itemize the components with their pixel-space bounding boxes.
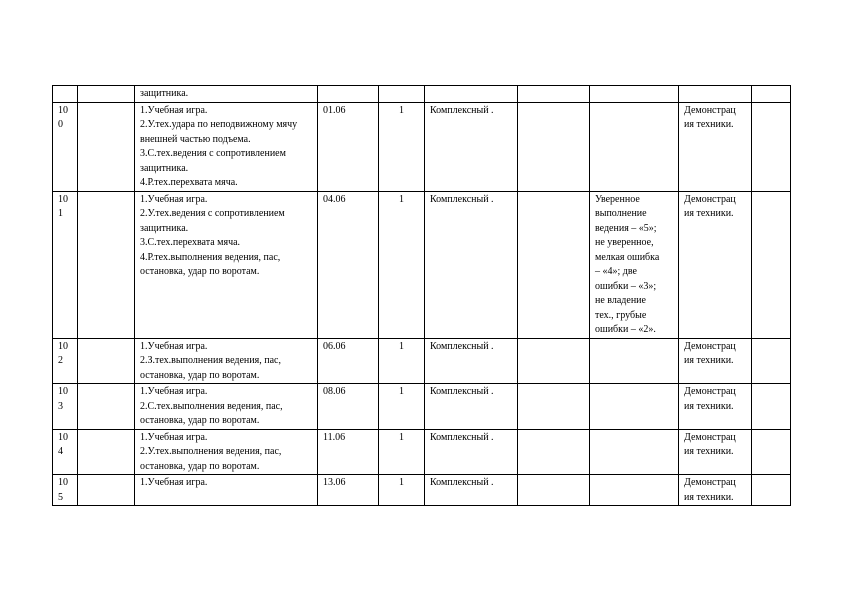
lesson-number-cell	[53, 86, 78, 103]
empty-cell	[518, 191, 590, 338]
cell-text: Комплексный .	[430, 431, 494, 443]
table-row	[53, 475, 791, 506]
lesson-date-cell	[318, 102, 379, 191]
empty-cell	[752, 429, 791, 475]
assessment-criteria-cell	[590, 429, 679, 475]
lesson-content-cell	[135, 429, 318, 475]
table-row	[53, 86, 791, 103]
lesson-number: 105	[58, 477, 68, 503]
empty-cell	[78, 384, 135, 430]
cell-text: 13.06	[323, 477, 346, 488]
empty-cell	[518, 475, 590, 506]
cell-text: 1	[399, 104, 404, 116]
lesson-content-cell	[135, 86, 318, 103]
method-cell	[679, 384, 752, 430]
table-row	[53, 429, 791, 475]
empty-cell	[752, 86, 791, 103]
cell-text: Комплексный .	[430, 193, 494, 205]
lesson-date-cell	[318, 475, 379, 506]
cell-text-line: ия техники.	[684, 446, 734, 457]
cell-text: 11.06	[323, 431, 346, 443]
lesson-number: 103	[58, 386, 68, 412]
method-cell	[679, 475, 752, 506]
cell-text-line: выполнение	[595, 208, 647, 219]
assessment-criteria-cell	[590, 384, 679, 430]
empty-cell	[78, 191, 135, 338]
lesson-plan-table	[52, 85, 791, 506]
lesson-type-cell	[425, 384, 518, 430]
method-cell	[679, 191, 752, 338]
cell-text-line: 4.Р.тех.выполнения ведения, пас, остановка, удар по воротам.	[140, 251, 281, 277]
lesson-number-cell	[53, 102, 78, 191]
empty-cell	[752, 384, 791, 430]
empty-cell	[518, 429, 590, 475]
cell-text-line: 3.С.тех.перехвата мяча.	[140, 237, 241, 248]
cell-text-line: – «4»; две	[595, 266, 637, 277]
cell-text-line: тех., грубые	[595, 309, 647, 321]
lesson-hours-cell	[379, 102, 425, 191]
cell-text-line: 1.Учебная игра.	[140, 340, 208, 352]
lesson-number-cell	[53, 338, 78, 384]
lesson-number-cell	[53, 429, 78, 475]
cell-text: 1	[399, 477, 404, 488]
cell-text-line: Демонстрац	[684, 477, 736, 488]
lesson-type-cell	[425, 102, 518, 191]
lesson-number: 100	[58, 104, 68, 130]
lesson-date-cell	[318, 338, 379, 384]
table-body	[53, 86, 791, 506]
cell-text: 1	[399, 340, 404, 352]
cell-text-line: Демонстрац	[684, 104, 736, 116]
cell-text-line: ия техники.	[684, 355, 734, 366]
cell-text-line: Демонстрац	[684, 340, 736, 352]
empty-cell	[518, 338, 590, 384]
assessment-criteria-cell	[590, 191, 679, 338]
cell-text-line: не владение	[595, 295, 646, 306]
empty-cell	[752, 338, 791, 384]
cell-text-line: не уверенное,	[595, 237, 654, 248]
cell-text: 1	[399, 193, 404, 205]
cell-text-line: ия техники.	[684, 208, 734, 219]
cell-text: Комплексный .	[430, 340, 494, 352]
lesson-number-cell	[53, 475, 78, 506]
empty-cell	[752, 102, 791, 191]
cell-text: Комплексный .	[430, 386, 494, 397]
empty-cell	[78, 338, 135, 384]
empty-cell	[518, 384, 590, 430]
cell-text-line: 2.У.тех.выполнения ведения, пас, остановка, удар по воротам.	[140, 446, 282, 472]
lesson-date-cell	[318, 191, 379, 338]
lesson-number: 101	[58, 193, 68, 219]
lesson-number-cell	[53, 384, 78, 430]
empty-cell	[78, 86, 135, 103]
cell-text-line: Уверенное	[595, 193, 640, 205]
cell-text-line: 2.У.тех.удара по неподвижному мячу внешней частью подъема.	[140, 119, 298, 145]
cell-text-line: ошибки – «2».	[595, 324, 656, 335]
lesson-date-cell	[318, 86, 379, 103]
assessment-criteria-cell	[590, 475, 679, 506]
lesson-number: 102	[58, 340, 68, 366]
lesson-content-cell	[135, 475, 318, 506]
cell-text: 08.06	[323, 386, 346, 397]
lesson-hours-cell	[379, 475, 425, 506]
lesson-type-cell	[425, 191, 518, 338]
assessment-criteria-cell	[590, 86, 679, 103]
method-cell	[679, 338, 752, 384]
table-row	[53, 191, 791, 338]
lesson-type-cell	[425, 86, 518, 103]
method-cell	[679, 102, 752, 191]
lesson-hours-cell	[379, 86, 425, 103]
cell-text: 04.06	[323, 193, 346, 205]
cell-text-line: ведения – «5»;	[595, 222, 657, 234]
cell-text: 06.06	[323, 340, 346, 352]
cell-text-line: 1.Учебная игра.	[140, 386, 208, 397]
cell-text-line: защитника.	[140, 88, 189, 99]
table-row	[53, 338, 791, 384]
lesson-hours-cell	[379, 191, 425, 338]
cell-text-line: мелкая ошибка	[595, 251, 660, 263]
cell-text-line: 2.У.тех.ведения с сопротивлением защитника.	[140, 208, 285, 234]
empty-cell	[752, 191, 791, 338]
cell-text-line: ия техники.	[684, 491, 734, 503]
cell-text-line: 1.Учебная игра.	[140, 431, 208, 443]
cell-text: 01.06	[323, 104, 346, 116]
lesson-hours-cell	[379, 338, 425, 384]
cell-text-line: 3.С.тех.ведения с сопротивлением защитника.	[140, 148, 286, 174]
cell-text-line: ия техники.	[684, 119, 734, 130]
assessment-criteria-cell	[590, 102, 679, 191]
cell-text-line: 2.З.тех.выполнения ведения, пас, остановка, удар по воротам.	[140, 355, 281, 381]
empty-cell	[752, 475, 791, 506]
cell-text: 1	[399, 431, 404, 443]
cell-text-line: ошибки – «3»;	[595, 280, 657, 292]
lesson-type-cell	[425, 429, 518, 475]
lesson-content-cell	[135, 102, 318, 191]
table-row	[53, 102, 791, 191]
empty-cell	[78, 475, 135, 506]
lesson-number-cell	[53, 191, 78, 338]
method-cell	[679, 86, 752, 103]
cell-text-line: 1.Учебная игра.	[140, 104, 208, 116]
lesson-hours-cell	[379, 384, 425, 430]
lesson-date-cell	[318, 429, 379, 475]
cell-text-line: Демонстрац	[684, 431, 736, 443]
lesson-number: 104	[58, 431, 68, 457]
lesson-content-cell	[135, 384, 318, 430]
cell-text: Комплексный .	[430, 104, 494, 116]
method-cell	[679, 429, 752, 475]
empty-cell	[518, 102, 590, 191]
empty-cell	[518, 86, 590, 103]
cell-text-line: Демонстрац	[684, 386, 736, 397]
cell-text: 1	[399, 386, 404, 397]
lesson-type-cell	[425, 475, 518, 506]
cell-text-line: Демонстрац	[684, 193, 736, 205]
lesson-content-cell	[135, 191, 318, 338]
cell-text-line: 4.Р.тех.перехвата мяча.	[140, 177, 238, 188]
empty-cell	[78, 102, 135, 191]
cell-text-line: 2.С.тех.выполнения ведения, пас, остановка, удар по воротам.	[140, 400, 283, 426]
cell-text-line: 1.Учебная игра.	[140, 477, 208, 488]
table-row	[53, 384, 791, 430]
assessment-criteria-cell	[590, 338, 679, 384]
cell-text: Комплексный .	[430, 477, 494, 488]
cell-text-line: 1.Учебная игра.	[140, 193, 208, 205]
cell-text-line: ия техники.	[684, 400, 734, 412]
lesson-date-cell	[318, 384, 379, 430]
lesson-content-cell	[135, 338, 318, 384]
empty-cell	[78, 429, 135, 475]
lesson-hours-cell	[379, 429, 425, 475]
lesson-type-cell	[425, 338, 518, 384]
